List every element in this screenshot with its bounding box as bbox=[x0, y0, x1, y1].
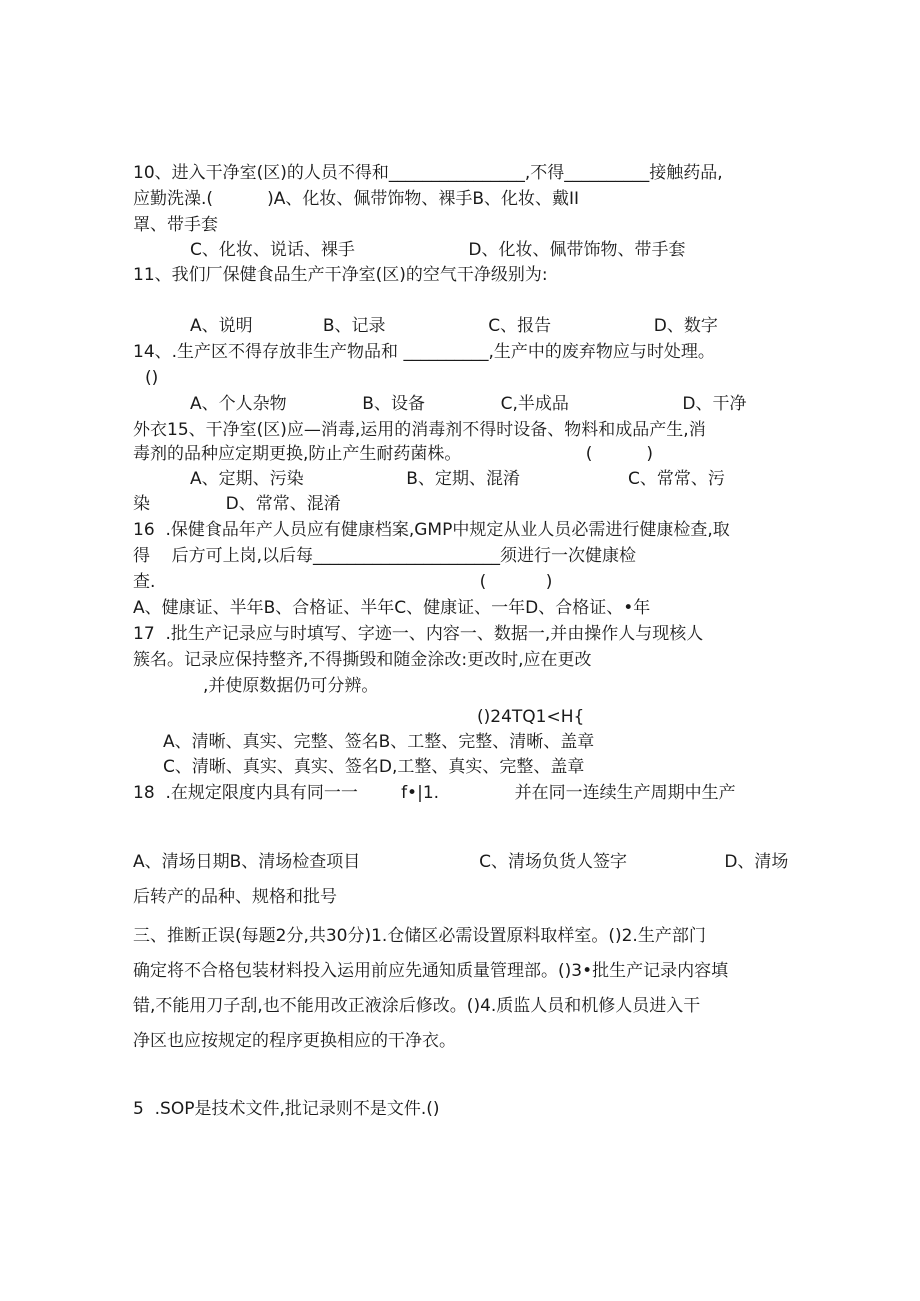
document-line: A、定期、污染 B、定期、混淆 C、常常、污 bbox=[190, 469, 725, 489]
document-line: 应勤洗澡.( )A、化妆、佩带饰物、裸手B、化妆、戴II bbox=[133, 189, 580, 209]
document-line: 5 .SOP是技术文件,批记录则不是文件.() bbox=[133, 1099, 440, 1119]
document-line: A、健康证、半年B、合格证、半年C、健康证、一年D、合格证、•年 bbox=[133, 598, 651, 618]
document-line: 得 后方可上岗,以后每______________________须进行一次健康检 bbox=[133, 546, 637, 566]
document-line: 外衣15、干净室(区)应—消毒,运用的消毒剂不得时设备、物料和成品产生,消 bbox=[133, 420, 706, 440]
document-line: 17 .批生产记录应与时填写、字迹一、内容一、数据一,并由操作人与现核人 bbox=[133, 624, 704, 644]
document-line: ()24TQ1<H{ bbox=[477, 707, 585, 727]
document-line: 14、.生产区不得存放非生产物品和 __________,生产中的废弃物应与时处理。 bbox=[133, 342, 715, 362]
document-line: () bbox=[145, 368, 159, 388]
document-line: 确定将不合格包装材料投入运用前应先通知质量管理部。()3•批生产记录内容填 bbox=[133, 961, 729, 981]
document-line: 后转产的品种、规格和批号 bbox=[133, 887, 337, 907]
document-line: A、说明 B、记录 C、报告 D、数字 bbox=[190, 316, 718, 336]
document-line: 染 D、常常、混淆 bbox=[133, 494, 341, 514]
document-line: 簇名。记录应保持整齐,不得撕毁和随金涂改:更改时,应在更改 bbox=[133, 650, 592, 670]
document-line: 18 .在规定限度内具有同一一 f•|1. 并在同一连续生产周期中生产 bbox=[133, 783, 736, 803]
document-line: 罩、带手套 bbox=[133, 215, 218, 235]
document-line: 11、我们厂保健食品生产干净室(区)的空气干净级别为: bbox=[133, 265, 548, 285]
document-line: 查. ( ) bbox=[133, 572, 553, 592]
document-line: 净区也应按规定的程序更换相应的干净衣。 bbox=[133, 1031, 456, 1051]
document-line: 16 .保健食品年产人员应有健康档案,GMP中规定从业人员必需进行健康检查,取 bbox=[133, 520, 730, 540]
document-line: 毒剂的品种应定期更换,防止产生耐药菌株。 ( ) bbox=[133, 444, 653, 464]
document-line: C、清晰、真实、真实、签名D,工整、真实、完整、盖章 bbox=[163, 757, 585, 777]
document-line: 错,不能用刀子刮,也不能用改正液涂后修改。()4.质监人员和机修人员进入干 bbox=[133, 996, 701, 1016]
document-line: 10、进入干净室(区)的人员不得和________________,不得__________接触药品, bbox=[133, 163, 723, 183]
document-line: ,并使原数据仍可分辨。 bbox=[203, 676, 379, 696]
document-line: A、清晰、真实、完整、签名B、工整、完整、清晰、盖章 bbox=[163, 732, 595, 752]
document-line: A、个人杂物 B、设备 C,半成品 D、干净 bbox=[190, 394, 747, 414]
document-line: A、清场日期B、清场检查项目 C、清场负货人签字 D、清场 bbox=[133, 852, 789, 872]
document-line: 三、推断正误(每题2分,共30分)1.仓储区必需设置原料取样室。()2.生产部门 bbox=[133, 926, 706, 946]
document-line: C、化妆、说话、裸手 D、化妆、佩带饰物、带手套 bbox=[190, 240, 686, 260]
